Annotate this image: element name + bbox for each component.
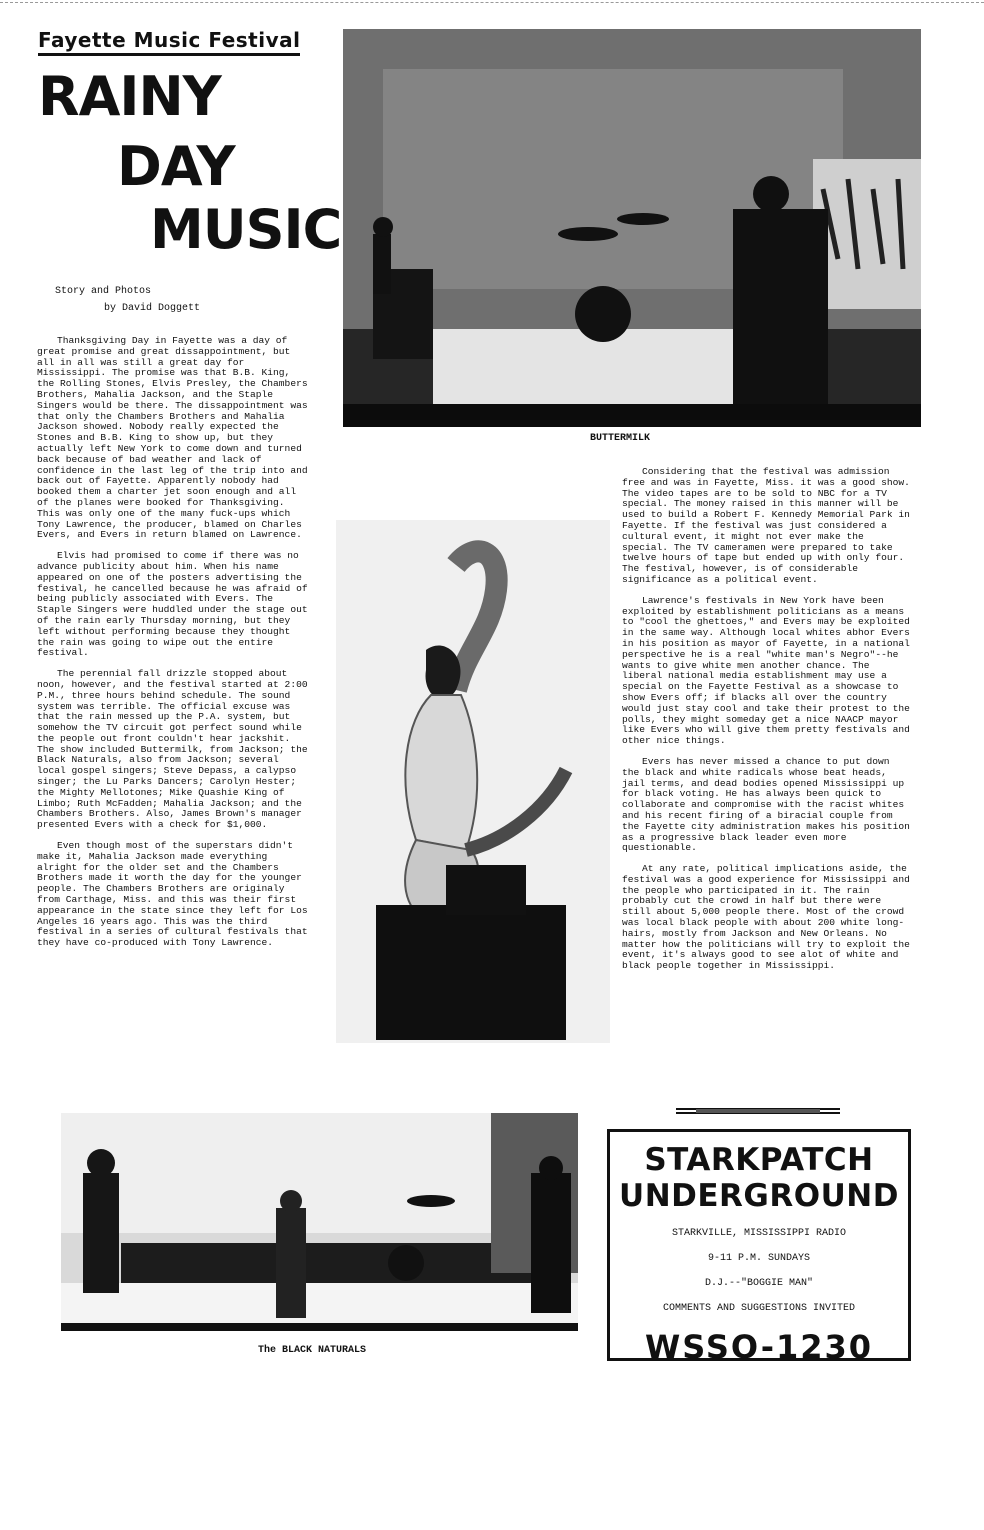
paragraph: Lawrence's festivals in New York have been exploited by establishment politicians as a means to "cool the ghettoes," and Evers may be exploited in the same way. Although local whites abhor Evers in his position as mayor of Fayette, in a national perspective he is a real "white man's Negro"--he wants to give white men another chance. The liberal national media establishment may use a special on the Fayette Festival as a showcase to show Evers off; if blacks all over the country would just stay cool and take their protest to the polls, they might someday get a nice NAACP mayor like Evers who will give them pretty festivals and other nice things. <box>622 594 910 747</box>
page-top-rule <box>0 2 984 3</box>
article-column-1 <box>37 336 309 959</box>
section-kicker: Fayette Music Festival <box>38 28 300 56</box>
headline-line-3: MUSIC <box>150 198 342 261</box>
paragraph: At any rate, political implications aside, the festival was a good experience for Mississippi and the people who participated in it. The rain probably cut the crowd in half but there were still about 5,000 people there. Most of the crowd was local black people with about 200 white long-hairs, mostly from Jackson and New Orleans. No matter how the politicians will try to exploit the event, it's always good to see alot of white and black people together in Mississippi. <box>622 863 910 972</box>
ad-comments: COMMENTS AND SUGGESTIONS INVITED <box>662 1303 856 1314</box>
caption-black-naturals: The BLACK NATURALS <box>258 1345 367 1356</box>
paragraph: Elvis had promised to come if there was no advance publicity about him. When his name appeared on one of the posters advertising the festival, he cancelled because he was afraid of being publicly associated with Evers. The Staple Singers were huddled under the stage out of the rain early Thursday morning, but they left without performing because they thought the rain was going to wipe out the entire festival. <box>37 550 308 659</box>
photo-dancer <box>336 520 610 1043</box>
paragraph: Even though most of the superstars didn't make it, Mahalia Jackson made everything alright for the older set and the Chambers Brothers made it worth the day for the younger people. The Chambers Brothers are originaly from Carthage, Miss. and this was their first appearance in the state since they left for Los Angeles 16 years ago. This was the third festival in a series of cultural festivals that they have co-produced with Tony Lawrence. <box>37 840 308 949</box>
paragraph: The perennial fall drizzle stopped about noon, however, and the festival started at 2:00 P.M., three hours behind schedule. The sound system was terrible. The official excuse was that the rain messed up the P.A. system, but somehow the TV circuit got perfect sound while the people out front couldn't hear jackshit. The show included Buttermilk, from Jackson; the Black Naturals, also from Jackson; several local gospel singers; Steve Depass, a calypso singer; the Lu Parks Dancers; Carolyn Hester; the Mighty Mellotones; Mike Quashie King of Limbo; Ruth McFadden; Mahalia Jackson; and the Chambers Brothers. Also, James Brown's manager presented Evers with a check for $1,000. <box>37 668 308 831</box>
ad-dj: D.J.--"BOGGIE MAN" <box>704 1278 814 1289</box>
byline-credit: Story and Photos <box>55 286 152 297</box>
paragraph: Considering that the festival was admission free and was in Fayette, Miss. it was a good show. The video tapes are to be sold to NBC for a TV special. The money raised in this manner will be used to build a Robert F. Kennedy Memorial Park in Fayette. If the festival was just considered a cultural event, it might not ever make the special. The TV cameramen were prepared to take twelve hours of tape but ended up with only four. The festival, however, is of considerable significance as a political event. <box>622 466 910 585</box>
photo-black-naturals <box>61 1113 578 1331</box>
radio-advertisement <box>607 1129 911 1366</box>
byline-author: by David Doggett <box>104 303 201 314</box>
ad-title-line-1: STARKPATCH <box>644 1142 874 1178</box>
ornament-divider <box>676 1108 840 1114</box>
ad-call-sign: WSSO-1230 <box>644 1328 874 1366</box>
article-column-2 <box>622 467 910 982</box>
headline-line-1: RAINY <box>38 65 221 128</box>
ad-location: STARKVILLE, MISSISSIPPI RADIO <box>671 1228 847 1239</box>
ad-title-line-2: UNDERGROUND <box>619 1178 899 1214</box>
ad-schedule: 9-11 P.M. SUNDAYS <box>707 1253 811 1264</box>
caption-buttermilk: BUTTERMILK <box>590 433 651 444</box>
paragraph: Thanksgiving Day in Fayette was a day of great promise and great dissappointment, but all in all was still a great day for Mississippi. The promise was that B.B. King, the Rolling Stones, Elvis Presley, the Chambers Brothers, Mahalia Jackson, and the Staple Singers would be there. The dissappointment was that only the Chambers Brothers and Mahalia Jackson showed. Nobody really expected the Stones and B.B. King to show up, but they actually left New York to come down and turned back because of bad weather and lack of confidence in the last leg of the trip into and back out of Fayette. Apparently nobody had booked them a charter jet soon enough and all of the planes were booked for Thanksgiving. This was only one of the many fuck-ups which Tony Lawrence, the producer, blamed on Charles Evers, and Evers in return blamed on Lawrence. <box>37 335 308 541</box>
photo-buttermilk <box>343 29 921 427</box>
headline-line-2: DAY <box>117 135 235 198</box>
paragraph: Evers has never missed a chance to put down the black and white radicals whose beat heads, jail terms, and dead bodies opened Mississippi up for black voting. He has always been quick to collaborate and compromise with the racist whites and his recent firing of a biracial couple from the Fayette city administration makes his position as a progressive black leader even more questionable. <box>622 755 910 854</box>
